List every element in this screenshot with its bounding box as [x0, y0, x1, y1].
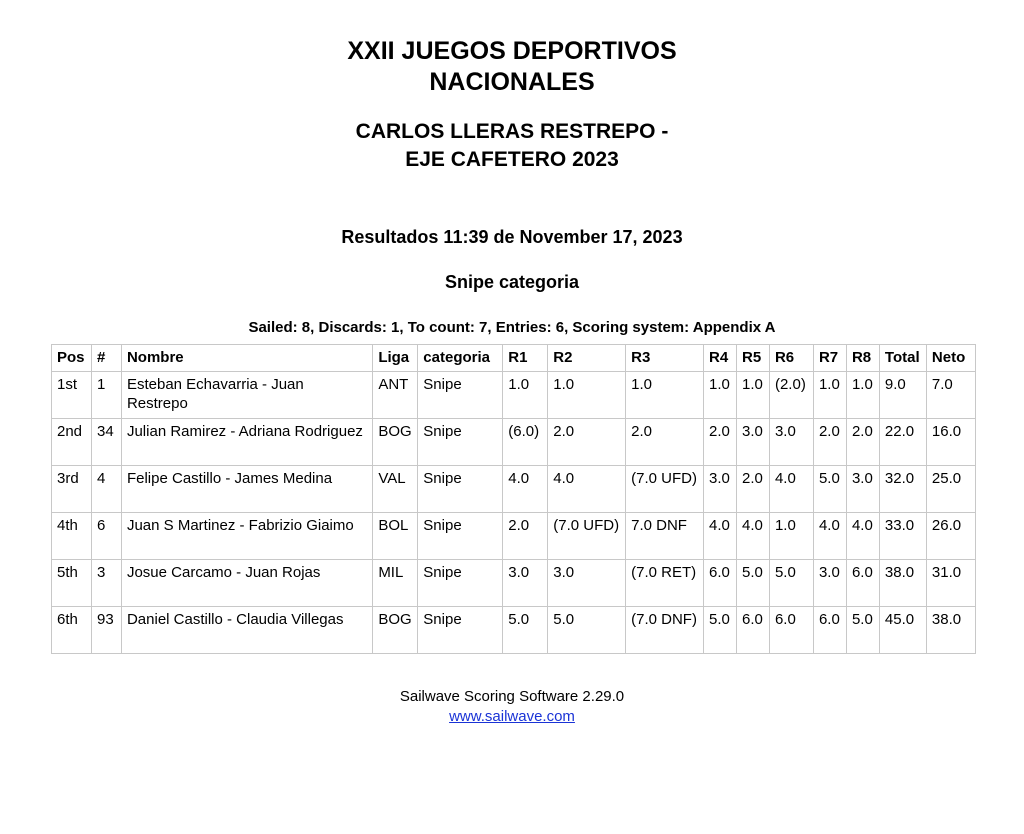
table-cell: 1.0	[813, 372, 846, 419]
table-cell: 6	[91, 513, 121, 560]
table-cell: 4.0	[813, 513, 846, 560]
software-credit: Sailwave Scoring Software 2.29.0	[399, 688, 625, 705]
table-cell: ANT	[373, 372, 418, 419]
column-header: R3	[626, 345, 704, 372]
table-cell: 6.0	[736, 607, 769, 654]
table-cell: 5.0	[736, 560, 769, 607]
table-cell: 2.0	[846, 419, 879, 466]
table-cell: 3.0	[736, 419, 769, 466]
table-cell: 3.0	[503, 560, 548, 607]
table-cell: 4.0	[736, 513, 769, 560]
table-cell: 1.0	[548, 372, 626, 419]
table-cell: 9.0	[879, 372, 926, 419]
table-cell: Josue Carcamo - Juan Rojas	[121, 560, 372, 607]
column-header: Pos	[52, 345, 92, 372]
table-cell: 5th	[52, 560, 92, 607]
column-header: Total	[879, 345, 926, 372]
table-cell: 6.0	[846, 560, 879, 607]
table-cell: 3.0	[548, 560, 626, 607]
event-title-line-2: NACIONALES	[429, 68, 595, 96]
table-cell: 45.0	[879, 607, 926, 654]
event-title-line-1: XXII JUEGOS DEPORTIVOS	[347, 37, 677, 65]
class-heading: Snipe categoria	[444, 272, 580, 292]
table-cell: Snipe	[418, 466, 503, 513]
table-cell: (7.0 RET)	[626, 560, 704, 607]
table-cell: 7.0 DNF	[626, 513, 704, 560]
table-cell: (6.0)	[503, 419, 548, 466]
column-header: Liga	[373, 345, 418, 372]
table-cell: 38.0	[926, 607, 975, 654]
table-row	[52, 419, 976, 466]
table-cell: 1st	[52, 372, 92, 419]
table-cell: BOG	[373, 607, 418, 654]
table-cell: (7.0 UFD)	[548, 513, 626, 560]
column-header: categoria	[418, 345, 503, 372]
table-cell: BOG	[373, 419, 418, 466]
column-header: #	[91, 345, 121, 372]
table-cell: 6.0	[704, 560, 737, 607]
table-row	[52, 466, 976, 513]
table-cell: 4	[91, 466, 121, 513]
table-cell: 2.0	[548, 419, 626, 466]
table-cell: 4.0	[503, 466, 548, 513]
table-cell: 2.0	[503, 513, 548, 560]
table-cell: (2.0)	[769, 372, 813, 419]
table-row	[52, 607, 976, 654]
table-cell: Snipe	[418, 419, 503, 466]
table-cell: Esteban Echavarria - Juan Restrepo	[121, 372, 372, 419]
table-cell: 3rd	[52, 466, 92, 513]
table-cell: 5.0	[704, 607, 737, 654]
column-header: R8	[846, 345, 879, 372]
table-header-row	[52, 345, 976, 372]
table-row	[52, 560, 976, 607]
results-heading: Resultados 11:39 de November 17, 2023	[341, 227, 683, 247]
event-subtitle-line-2: EJE CAFETERO 2023	[405, 148, 619, 171]
table-cell: 93	[91, 607, 121, 654]
table-cell: 3.0	[704, 466, 737, 513]
table-cell: 26.0	[926, 513, 975, 560]
event-title	[0, 36, 1024, 98]
table-cell: MIL	[373, 560, 418, 607]
table-cell: 6.0	[813, 607, 846, 654]
table-cell: 5.0	[813, 466, 846, 513]
table-cell: 2.0	[704, 419, 737, 466]
event-subtitle-line-1: CARLOS LLERAS RESTREPO -	[355, 120, 669, 143]
table-cell: 33.0	[879, 513, 926, 560]
column-header: R5	[736, 345, 769, 372]
table-cell: 3	[91, 560, 121, 607]
table-body	[52, 372, 976, 654]
table-cell: 6th	[52, 607, 92, 654]
table-cell: Snipe	[418, 607, 503, 654]
table-cell: 1.0	[846, 372, 879, 419]
column-header: Nombre	[121, 345, 372, 372]
table-cell: 2.0	[813, 419, 846, 466]
column-header: R7	[813, 345, 846, 372]
table-cell: 1.0	[736, 372, 769, 419]
column-header: R1	[503, 345, 548, 372]
table-cell: Julian Ramirez - Adriana Rodriguez	[121, 419, 372, 466]
footer-link-container	[0, 708, 1024, 725]
series-summary: Sailed: 8, Discards: 1, To count: 7, Entries: 6, Scoring system: Appendix A	[248, 319, 776, 336]
table-cell: 4.0	[769, 466, 813, 513]
table-cell: 25.0	[926, 466, 975, 513]
table-cell: Snipe	[418, 372, 503, 419]
table-cell: 3.0	[813, 560, 846, 607]
table-cell: 38.0	[879, 560, 926, 607]
table-cell: 16.0	[926, 419, 975, 466]
table-cell: 3.0	[769, 419, 813, 466]
table-cell: 6.0	[769, 607, 813, 654]
table-cell: 5.0	[503, 607, 548, 654]
column-header: Neto	[926, 345, 975, 372]
table-cell: Juan S Martinez - Fabrizio Giaimo	[121, 513, 372, 560]
column-header: R2	[548, 345, 626, 372]
table-cell: 2.0	[736, 466, 769, 513]
table-cell: Snipe	[418, 513, 503, 560]
table-cell: 5.0	[548, 607, 626, 654]
sailwave-link[interactable]: www.sailwave.com	[449, 708, 575, 725]
table-cell: 1.0	[769, 513, 813, 560]
column-header: R4	[704, 345, 737, 372]
column-header: R6	[769, 345, 813, 372]
table-cell: 4th	[52, 513, 92, 560]
table-cell: 5.0	[846, 607, 879, 654]
table-cell: (7.0 DNF)	[626, 607, 704, 654]
table-cell: 4.0	[704, 513, 737, 560]
table-cell: 4.0	[846, 513, 879, 560]
table-cell: Felipe Castillo - James Medina	[121, 466, 372, 513]
table-cell: 3.0	[846, 466, 879, 513]
event-subtitle	[0, 118, 1024, 174]
table-cell: 1.0	[503, 372, 548, 419]
table-row	[52, 513, 976, 560]
table-cell: 22.0	[879, 419, 926, 466]
table-cell: Daniel Castillo - Claudia Villegas	[121, 607, 372, 654]
table-cell: 1	[91, 372, 121, 419]
table-cell: 1.0	[704, 372, 737, 419]
table-cell: 34	[91, 419, 121, 466]
table-cell: 2nd	[52, 419, 92, 466]
table-cell: 5.0	[769, 560, 813, 607]
table-cell: 4.0	[548, 466, 626, 513]
table-cell: VAL	[373, 466, 418, 513]
table-cell: BOL	[373, 513, 418, 560]
table-cell: 1.0	[626, 372, 704, 419]
table-cell: 32.0	[879, 466, 926, 513]
results-table	[51, 344, 976, 654]
table-cell: 2.0	[626, 419, 704, 466]
table-row	[52, 372, 976, 419]
table-cell: (7.0 UFD)	[626, 466, 704, 513]
table-cell: 31.0	[926, 560, 975, 607]
table-cell: Snipe	[418, 560, 503, 607]
table-cell: 7.0	[926, 372, 975, 419]
